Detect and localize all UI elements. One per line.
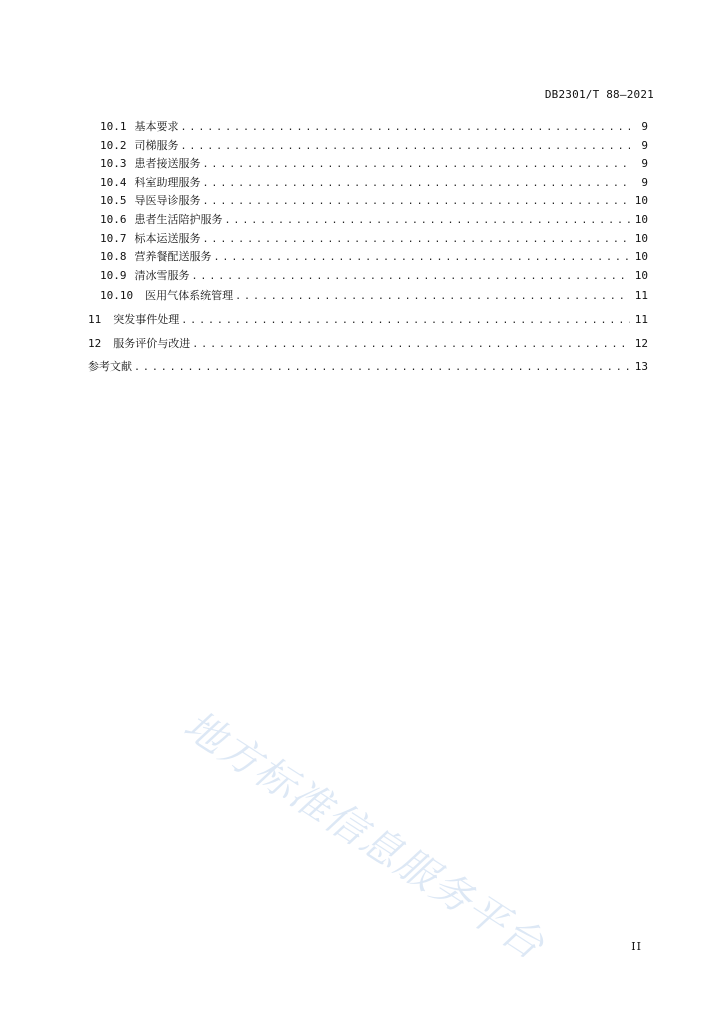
toc-entry-number: 10.4	[100, 176, 127, 189]
toc-entry-10-2[interactable]	[100, 139, 648, 154]
toc-entry-page: 10	[634, 213, 648, 226]
toc-entry-number: 10.2	[100, 139, 127, 152]
toc-entry-page: 10	[634, 194, 648, 207]
toc-entry-title: 基本要求	[134, 120, 179, 133]
toc-entry-title: 标本运送服务	[134, 232, 201, 245]
toc-leader-dots	[203, 177, 631, 191]
toc-leader-dots	[203, 233, 631, 247]
toc-entry-page: 13	[634, 360, 648, 373]
toc-entry-10-5[interactable]	[100, 194, 648, 209]
toc-entry-title: 突发事件处理	[113, 313, 180, 326]
toc-entry-page: 9	[641, 176, 648, 189]
toc-entry-number: 10.5	[100, 194, 127, 207]
toc-leader-dots	[134, 361, 630, 375]
toc-entry-page: 10	[634, 250, 648, 263]
toc-entry-title: 科室助理服务	[134, 176, 201, 189]
toc-leader-dots	[214, 251, 631, 265]
toc-entry-title: 服务评价与改进	[113, 337, 191, 350]
toc-entry-10-6[interactable]	[100, 213, 648, 228]
toc-leader-dots	[192, 270, 631, 284]
toc-entry-10-7[interactable]	[100, 232, 648, 247]
toc-leader-dots	[181, 140, 631, 154]
page-number: II	[631, 940, 642, 953]
toc-entry-10-10[interactable]	[100, 289, 648, 304]
toc-entry-number: 10.3	[100, 157, 127, 170]
toc-entry-number: 10.7	[100, 232, 127, 245]
toc-entry-title: 参考文献	[88, 360, 132, 373]
toc-entry-10-4[interactable]	[100, 176, 648, 191]
toc-entry-title: 营养餐配送服务	[134, 250, 212, 263]
toc-entry-12[interactable]	[88, 337, 648, 352]
toc-leader-dots	[225, 214, 631, 228]
toc-entry-title: 司梯服务	[134, 139, 179, 152]
toc-entry-page: 10	[634, 269, 648, 282]
toc-entry-title: 患者接送服务	[134, 157, 201, 170]
toc-leader-dots	[203, 195, 631, 209]
toc-entry-page: 11	[634, 313, 648, 326]
toc-leader-dots	[235, 290, 630, 304]
toc-leader-dots	[192, 338, 630, 352]
toc-entry-page: 10	[634, 232, 648, 245]
toc-entry-10-3[interactable]	[100, 157, 648, 172]
toc-entry-title: 清冰雪服务	[134, 269, 190, 282]
toc-entry-page: 9	[641, 157, 648, 170]
toc-entry-number: 10.8	[100, 250, 127, 263]
toc-entry-number: 10.10	[100, 289, 134, 302]
toc-entry-number: 10.9	[100, 269, 127, 282]
toc-entry-page: 11	[634, 289, 648, 302]
toc-entry-number: 11	[88, 313, 102, 326]
toc-entry-page: 12	[634, 337, 648, 350]
toc-entry-title: 医用气体系统管理	[145, 289, 234, 302]
toc-entry-page: 9	[641, 120, 648, 133]
toc-entry-references[interactable]	[88, 360, 648, 375]
document-code: DB2301/T 88—2021	[544, 88, 654, 101]
toc-entry-10-1[interactable]	[100, 120, 648, 135]
toc-leader-dots	[181, 121, 631, 135]
toc-entry-number: 10.6	[100, 213, 127, 226]
toc-leader-dots	[203, 158, 631, 172]
toc-entry-number: 10.1	[100, 120, 127, 133]
toc-entry-10-8[interactable]	[100, 250, 648, 265]
toc-entry-title: 导医导诊服务	[134, 194, 201, 207]
toc-entry-title: 患者生活陪护服务	[134, 213, 223, 226]
toc-entry-number: 12	[88, 337, 102, 350]
toc-leader-dots	[181, 314, 630, 328]
toc-entry-page: 9	[641, 139, 648, 152]
toc-entry-10-9[interactable]	[100, 269, 648, 284]
toc-entry-11[interactable]	[88, 313, 648, 328]
watermark-text: 地方标准信息服务平台	[175, 702, 553, 970]
